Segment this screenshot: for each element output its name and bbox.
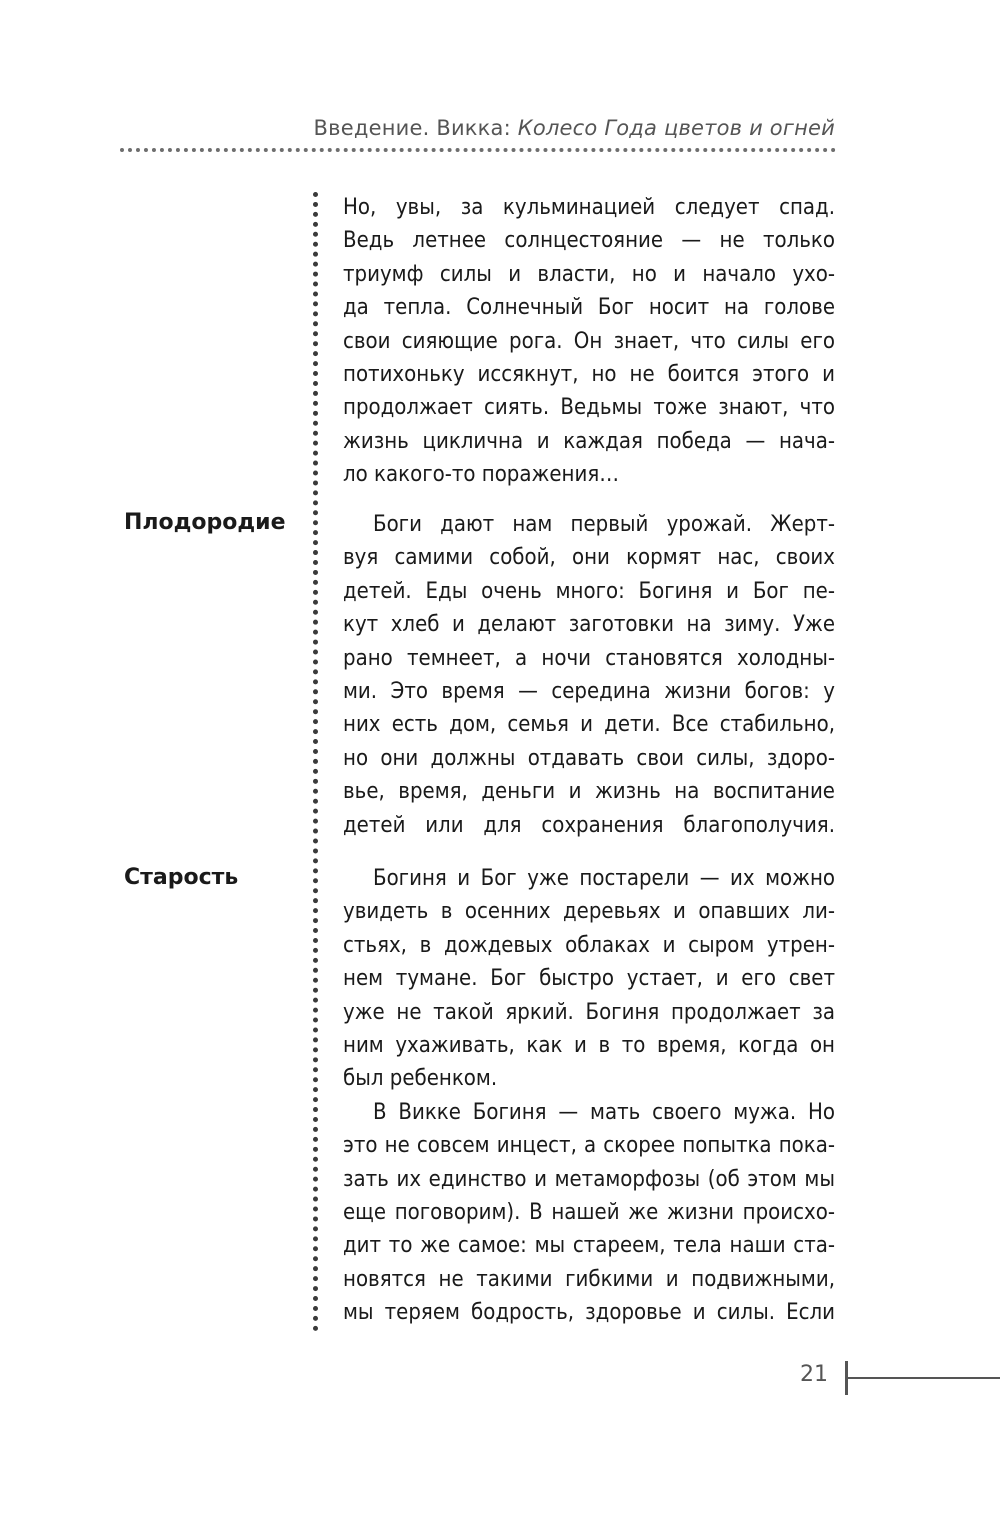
page-number: 21 [800,1362,828,1387]
vertical-dotted-rule [313,192,318,1332]
text-line: но они должны отдавать свои силы, здоро- [343,745,835,771]
text-line: Богиня и Бог уже постарели — их можно [373,866,835,891]
text-line: стьях, в дождевых облаках и сыром утрен- [343,932,835,958]
side-label-old-age: Старость [124,865,239,890]
text-line: свои сияющие рога. Он знает, что силы его [343,328,835,354]
text-line: ним ухаживать, как и в то время, когда он [343,1032,835,1058]
text-line: Боги дают нам первый урожай. Жерт- [373,512,835,537]
text-line: это не совсем инцест, а скорее попытка пока- [343,1133,835,1159]
text-line: да тепла. Солнечный Бог носит на голове [343,295,835,321]
text-line: продолжает сиять. Ведьмы тоже знают, что [343,395,835,421]
text-line: В Викке Богиня — мать своего мужа. Но [373,1099,835,1125]
header-dotted-rule [120,148,836,152]
page-number-rule [848,1377,1000,1379]
section-intro-text [343,191,835,492]
text-line: увидеть в осенних деревьях и опавших ли- [343,899,835,925]
text-line: кут хлеб и делают заготовки на зиму. Уже [343,612,835,638]
text-line: новятся не такими гибкими и подвижными, [343,1266,835,1292]
running-header-title: Колесо Года цветов и огней [517,116,835,140]
text-line: рано темнеет, а ночи становятся холодны- [343,645,835,671]
text-line: детей или для сохранения благополучия. [343,812,835,838]
text-line: потихоньку иссякнут, но не боится этого и [343,361,835,387]
side-label-fertility: Плодородие [124,510,286,535]
section-fertility-text [343,508,835,842]
text-line: ло какого-то поражения… [343,462,620,488]
text-line: был ребенком. [343,1066,498,1092]
text-line: вуя самими собой, они кормят нас, своих [343,545,835,571]
text-line: детей. Еды очень много: Богиня и Бог пе- [343,578,835,604]
text-line: Но, увы, за кульминацией следует спад. [343,195,835,220]
section-old-age-text [343,862,835,1329]
text-line: уже не такой яркий. Богиня продолжает за [343,999,835,1025]
text-line: триумф силы и власти, но и начало ухо- [343,261,835,287]
text-line: зать их единство и метаморфозы (об этом мы [343,1166,835,1192]
running-header-prefix: Введение. Викка: [313,116,518,140]
text-line: жизнь циклична и каждая победа — нача- [343,428,835,454]
text-line: вье, время, деньги и жизнь на воспитание [343,779,835,805]
text-line: них есть дом, семья и дети. Все стабильно, [343,712,835,738]
text-line: мы теряем бодрость, здоровье и силы. Если [343,1300,835,1326]
text-line: еще поговорим). В нашей же жизни происхо- [343,1199,835,1225]
text-line: ми. Это время — середина жизни богов: у [343,678,835,704]
text-line: дит то же самое: мы стареем, тела наши ста- [343,1233,835,1259]
text-line: нем тумане. Бог быстро устает, и его свет [343,966,835,992]
running-header [314,116,835,140]
text-line: Ведь летнее солнцестояние — не только [343,228,835,254]
